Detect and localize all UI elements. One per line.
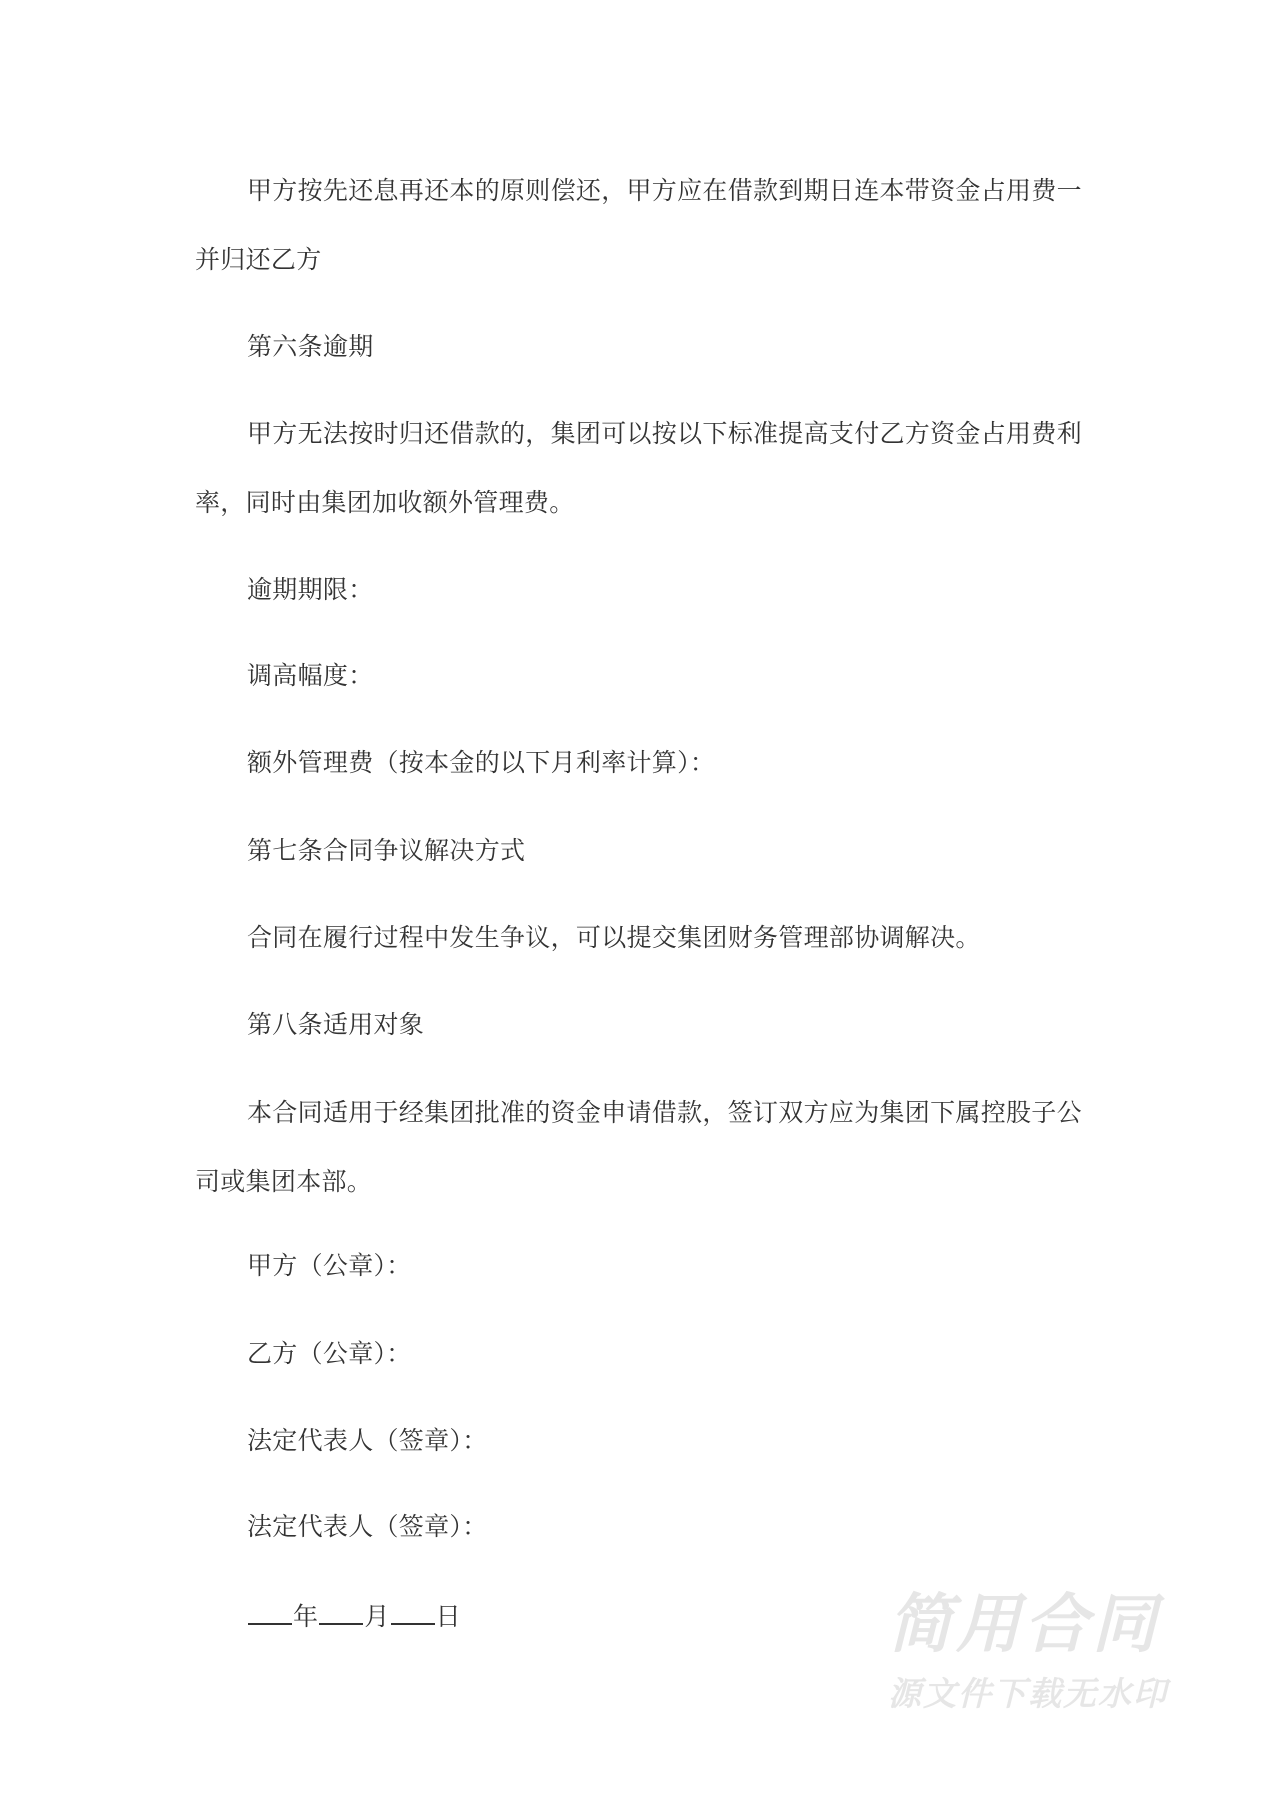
paragraph-scope: 本合同适用于经集团批准的资金申请借款，签订双方应为集团下属控股子公司或集团本部。 bbox=[195, 1098, 1082, 1196]
paragraph-extra-fee: 额外管理费（按本金的以下月利率计算）： bbox=[247, 748, 716, 777]
party-b-seal-field: 乙方（公章）： bbox=[247, 1339, 412, 1368]
heading-article-7: 第七条合同争议解决方式 bbox=[247, 836, 526, 865]
day-blank bbox=[391, 1601, 435, 1625]
heading-article-6: 第六条逾期 bbox=[247, 332, 374, 361]
legal-rep-signature-field-1: 法定代表人（签章）： bbox=[247, 1426, 488, 1455]
heading-article-8: 第八条适用对象 bbox=[247, 1010, 425, 1039]
watermark-brand: 简用合同 bbox=[888, 1588, 1160, 1662]
month-blank bbox=[319, 1601, 363, 1625]
paragraph-repayment: 甲方按先还息再还本的原则偿还，甲方应在借款到期日连本带资金占用费一并归还乙方 bbox=[195, 176, 1082, 274]
paragraph-overdue: 甲方无法按时归还借款的，集团可以按以下标准提高支付乙方资金占用费利率，同时由集团加收额外管理费。 bbox=[195, 419, 1082, 517]
month-label: 月 bbox=[364, 1602, 390, 1631]
paragraph-overdue-term: 逾期期限： bbox=[247, 575, 374, 604]
party-a-seal-field: 甲方（公章）： bbox=[247, 1251, 412, 1280]
year-label: 年 bbox=[293, 1602, 319, 1631]
watermark-tagline: 源文件下载无水印 bbox=[888, 1674, 1168, 1713]
paragraph-raise-range: 调高幅度： bbox=[247, 661, 374, 690]
paragraph-dispute: 合同在履行过程中发生争议，可以提交集团财务管理部协调解决。 bbox=[247, 923, 981, 952]
legal-rep-signature-field-2: 法定代表人（签章）： bbox=[247, 1512, 488, 1541]
day-label: 日 bbox=[435, 1602, 461, 1631]
year-blank bbox=[248, 1601, 292, 1625]
